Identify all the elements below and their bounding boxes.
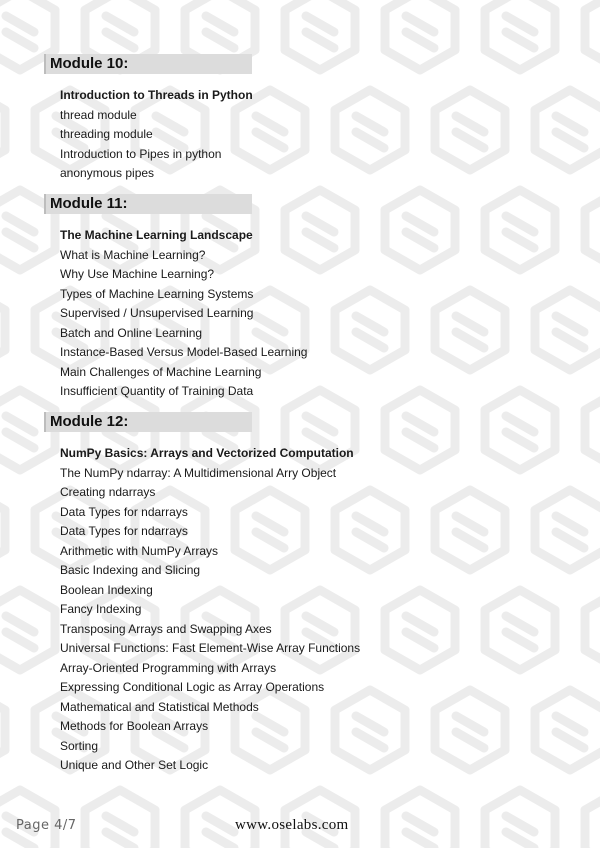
website-url[interactable]: www.oselabs.com [235,817,349,833]
module-topic: Arithmetic with NumPy Arrays [60,543,219,558]
module-topic: Types of Machine Learning Systems [60,286,254,301]
module-topic: What is Machine Learning? [60,247,206,262]
module-10-section [44,54,600,184]
module-topic: Array-Oriented Programming with Arrays [60,660,277,675]
module-topic: Main Challenges of Machine Learning [60,364,262,379]
module-topic: Introduction to Pipes in python [60,146,222,161]
module-topic: Why Use Machine Learning? [60,267,215,281]
module-topic: Data Types for ndarrays [60,524,188,538]
module-topic: The NumPy ndarray: A Multidimensional Arry Object [60,465,337,480]
module-12-section [44,412,600,776]
module-topic: Unique and Other Set Logic [60,758,209,772]
module-topic: Basic Indexing and Slicing [60,563,201,577]
module-10-topic-list [60,86,600,184]
module-topic-heading: Introduction to Threads in Python [60,88,253,102]
module-topic: anonymous pipes [60,166,155,180]
module-topic: Methods for Boolean Arrays [60,719,209,733]
module-topic: thread module [60,107,137,122]
module-topic: Instance-Based Versus Model-Based Learning [60,345,308,359]
module-11-section [44,194,600,402]
module-topic: Transposing Arrays and Swapping Axes [60,621,272,636]
module-topic: Universal Functions: Fast Element-Wise Array Functions [60,641,361,655]
module-12-topic-list [60,444,600,776]
module-10-title: Module 10: [44,54,252,74]
module-topic: Batch and Online Learning [60,325,203,340]
module-topic: Expressing Conditional Logic as Array Operations [60,680,325,694]
module-topic-heading: The Machine Learning Landscape [60,228,253,242]
page-number: Page 4/7 [16,818,77,833]
module-12-title: Module 12: [44,412,252,432]
module-topic: Supervised / Unsupervised Learning [60,306,254,320]
module-11-title: Module 11: [44,194,252,214]
module-topic: Sorting [60,738,99,753]
module-topic: Boolean Indexing [60,582,153,597]
module-topic: Mathematical and Statistical Methods [60,699,259,714]
module-topic: threading module [60,127,153,141]
module-topic: Data Types for ndarrays [60,504,188,519]
module-topic-heading: NumPy Basics: Arrays and Vectorized Computation [60,446,354,460]
module-topic: Creating ndarrays [60,485,156,499]
module-11-topic-list [60,226,600,402]
module-topic: Insufficient Quantity of Training Data [60,384,254,398]
module-topic: Fancy Indexing [60,602,142,616]
